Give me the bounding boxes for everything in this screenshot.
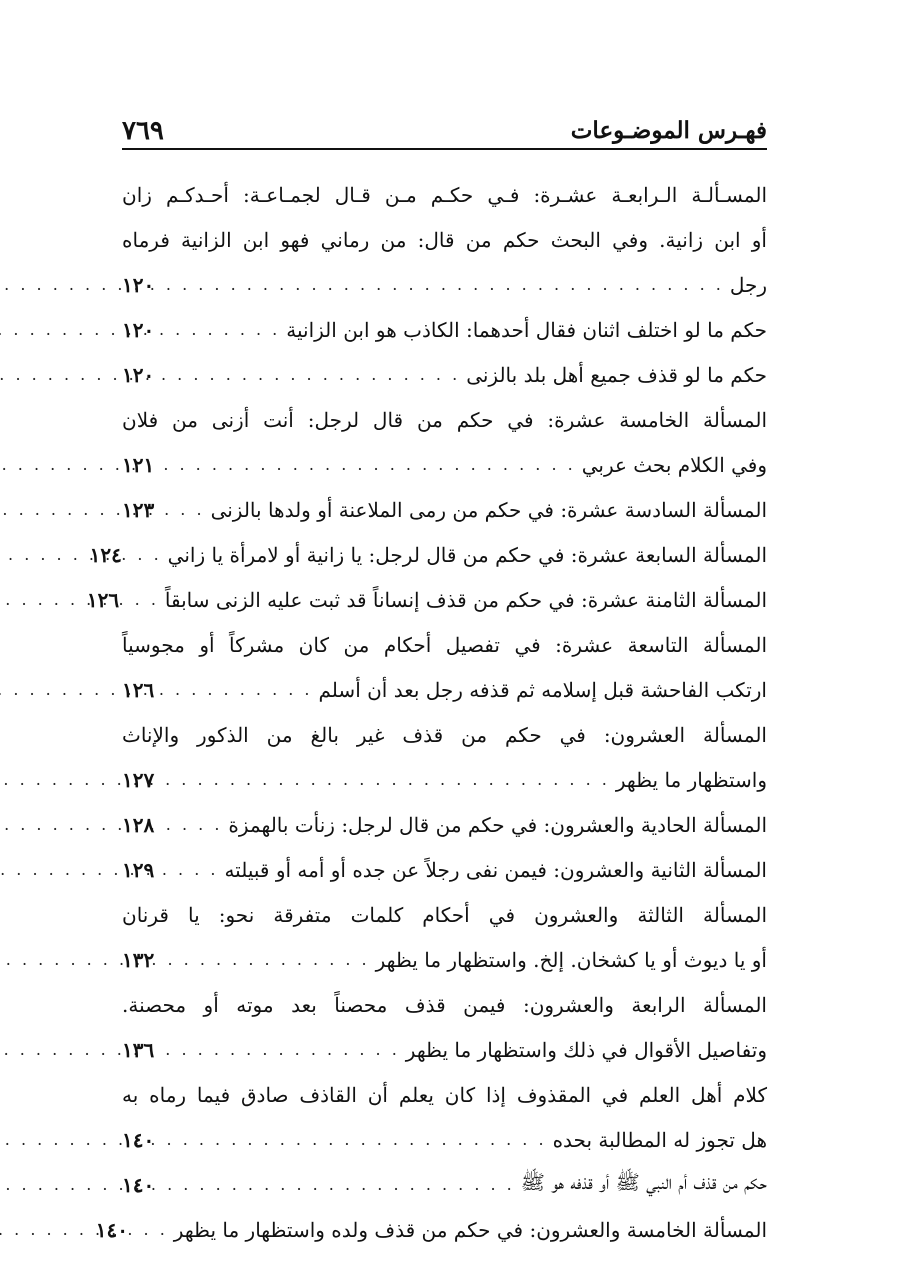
toc-page-number: ١٢٣ [122, 497, 155, 522]
toc-entry-text: المسألة السابعة عشرة: في حكم من قال لرجل: يا زانية أو لامرأة يا زاني [167, 542, 767, 567]
toc-entry-line [122, 937, 767, 982]
dot-leader [168, 500, 211, 519]
toc-page-number: ١٢٧ [122, 767, 155, 792]
toc-entry-line [122, 442, 767, 487]
toc-entry-text: أو يا ديوث أو يا كشخان. إلخ. واستظهار ما يظهر [375, 947, 767, 972]
toc-page-number: ١٣٦ [122, 1037, 155, 1062]
toc-entry-text: المسألة الخامسة عشرة: في حكم من قال لرجل: أنت أزنى من فلان [122, 407, 767, 432]
toc-entry-text: المسألة العشرون: في حكم من قذف غير بالغ من الذكور والإناث [122, 722, 767, 747]
toc-entry-text: رجل [729, 272, 767, 297]
dot-leader [168, 950, 376, 969]
toc-entry-text: المسألة الخامسة والعشرون: في حكم من قذف ولده واستظهار ما يظهر [173, 1217, 767, 1242]
toc-entry-text: المسألة الثانية والعشرون: فيمن نفى رجلاً عن جده أو أمه أو قبيلته [224, 857, 767, 882]
toc-entry-text: المسألة الحادية والعشرون: في حكم من قال لرجل: زنأت بالهمزة [228, 812, 767, 837]
page-number: ٧٦٩ [122, 116, 164, 146]
toc-entry-line [122, 847, 767, 892]
toc-entry-line [122, 757, 767, 802]
dot-leader [168, 680, 319, 699]
toc-entry-text: وفي الكلام بحث عربي [581, 452, 767, 477]
toc-entry-line [122, 1072, 767, 1117]
dot-leader [168, 455, 582, 474]
toc-entry-line [86, 577, 767, 622]
toc-page-number: ١٤٠ [95, 1217, 129, 1242]
toc-entry-line [122, 217, 767, 262]
toc-entry-text: حكم ما لو اختلف اثنان فقال أحدهما: الكاذب هو ابن الزانية [286, 317, 767, 342]
toc-page-number: ١٢٠ [122, 272, 155, 297]
toc-entry-line [122, 982, 767, 1027]
toc-entry-line [122, 307, 767, 352]
dot-leader [136, 545, 168, 564]
page-title: فهـرس الموضـوعات [570, 117, 767, 144]
toc-page-number: ١٢٩ [122, 857, 155, 882]
toc-entry-line [122, 397, 767, 442]
toc-entry-line [122, 712, 767, 757]
page-header [122, 110, 767, 150]
toc-page-number: ١٢٨ [122, 812, 155, 837]
toc-entry-line [122, 667, 767, 712]
toc-entry-line [122, 1027, 767, 1072]
toc-entry-text: المسألة الرابعة والعشرون: فيمن قذف محصناً بعد موته أو محصنة. [122, 992, 767, 1017]
toc-entry-line [122, 1117, 767, 1162]
toc-entry-line [122, 352, 767, 397]
toc-page-number: ١٤٠ [122, 1172, 155, 1197]
toc-entry-line [122, 622, 767, 667]
dot-leader [168, 1175, 521, 1194]
toc-page-number: ١٤٠ [122, 1127, 155, 1152]
dot-leader [168, 770, 616, 789]
toc-entry-text: حكم من قذف أم النبي ﷺ أو قذفه هو ﷺ [520, 1170, 767, 1194]
toc-entry-text: وتفاصيل الأقوال في ذلك واستظهار ما يظهر [405, 1037, 767, 1062]
toc-entry-text: هل تجوز له المطالبة بحده [552, 1127, 767, 1152]
toc-entry-text: المسألة الثامنة عشرة: في حكم من قذف إنساناً قد ثبت عليه الزنى سابقاً [164, 587, 767, 612]
toc-page-number: ١٢١ [122, 452, 155, 477]
toc-page-number: ١٢٤ [89, 542, 122, 567]
dot-leader [168, 860, 224, 879]
dot-leader [142, 1220, 174, 1239]
dot-leader [133, 590, 165, 609]
toc-entry-line [122, 487, 767, 532]
toc-page-number: ١٢٦ [122, 677, 155, 702]
toc-entry-text: حكم ما لو قذف جميع أهل بلد بالزنى [466, 362, 767, 387]
toc-entry-text: المسألة السادسة عشرة: في حكم من رمى الملاعنة أو ولدها بالزنى [210, 497, 767, 522]
toc-entry-line [122, 262, 767, 307]
toc-entry-line [95, 1207, 767, 1252]
toc-page-number: ١٢٦ [86, 587, 120, 612]
toc-entry-text: المسـألـة الـرابعـة عشـرة: فـي حكـم مـن قـال لجمـاعـة: أحـدكـم زان [122, 182, 767, 207]
dot-leader [168, 275, 730, 294]
toc-entry-line [122, 802, 767, 847]
toc-page-number: ١٣٢ [122, 947, 155, 972]
toc-entry-text: المسألة الثالثة والعشرون في أحكام كلمات متفرقة نحو: يا قرنان [122, 902, 767, 927]
dot-leader [168, 1040, 406, 1059]
toc-entry-line [122, 892, 767, 937]
toc-entry-text: واستظهار ما يظهر [615, 767, 767, 792]
dot-leader [168, 1130, 553, 1149]
toc-entry-line [89, 532, 767, 577]
dot-leader [168, 365, 466, 384]
toc-entry-text: أو ابن زانية. وفي البحث حكم من قال: من رماني فهو ابن الزانية فرماه [122, 227, 767, 252]
toc-entry-line [122, 1162, 767, 1207]
dot-leader [168, 320, 286, 339]
toc-entries [86, 172, 767, 1252]
toc-entry-text: المسألة التاسعة عشرة: في تفصيل أحكام من كان مشركاً أو مجوسياً [122, 632, 767, 657]
toc-entry-text: كلام أهل العلم في المقذوف إذا كان يعلم أن القاذف صادق فيما رماه به [122, 1082, 767, 1107]
toc-entry-text: ارتكب الفاحشة قبل إسلامه ثم قذفه رجل بعد أن أسلم [318, 677, 767, 702]
dot-leader [168, 815, 228, 834]
toc-page-number: ١٢٠ [122, 362, 155, 387]
toc-entry-line [122, 172, 767, 217]
toc-page-number: ١٢٠ [122, 317, 155, 342]
